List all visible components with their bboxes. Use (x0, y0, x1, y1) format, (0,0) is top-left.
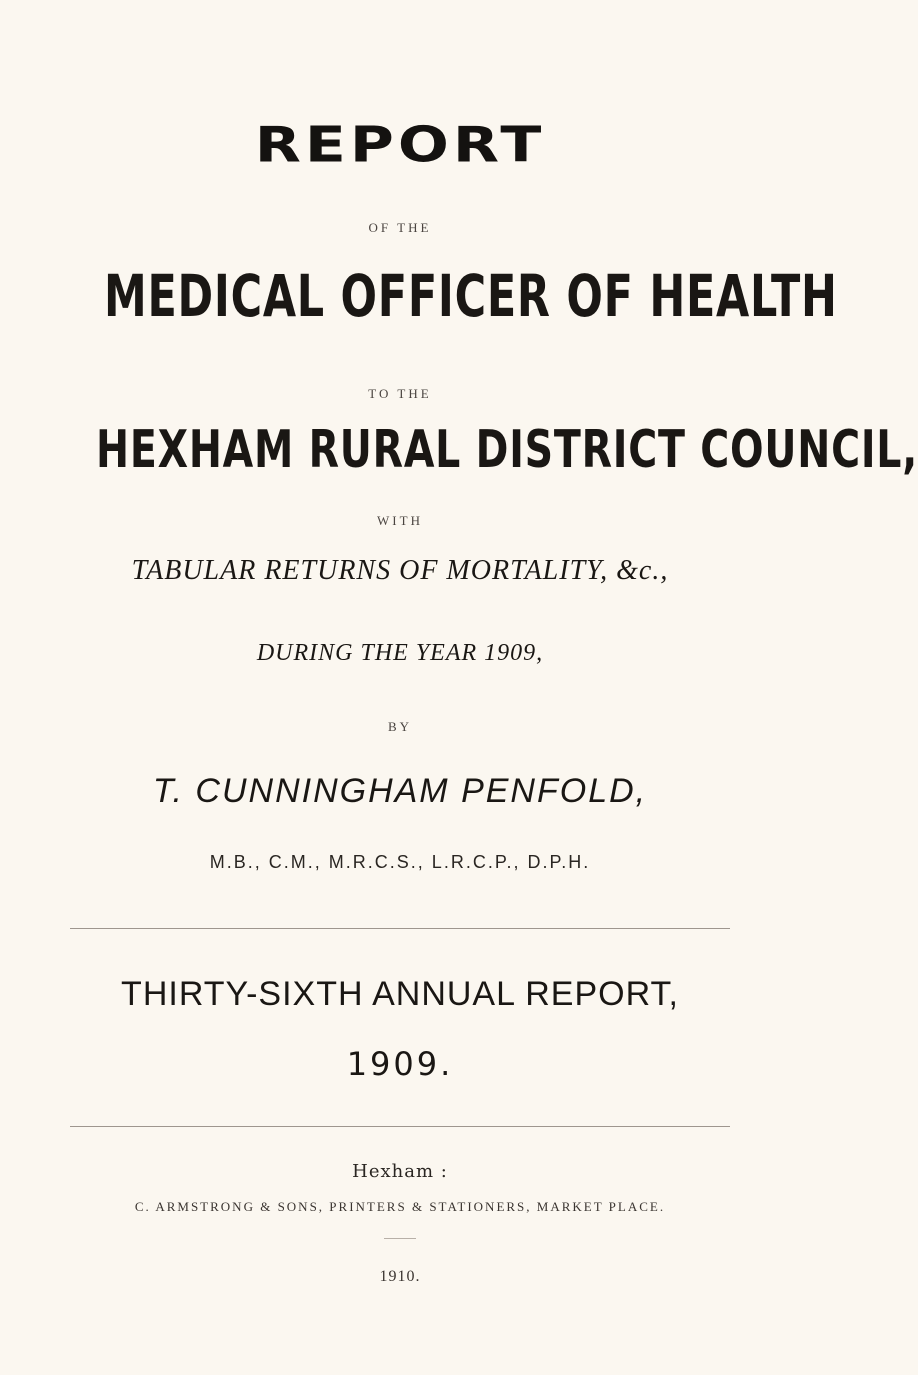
of-the-text: OF THE (368, 220, 432, 235)
by-text: BY (387, 719, 413, 734)
annual-report-title: THIRTY-SIXTH ANNUAL REPORT, (121, 975, 679, 1013)
council-name: HEXHAM RURAL DISTRICT COUNCIL, (96, 420, 918, 480)
to-the-text: TO THE (368, 386, 432, 401)
author-name: T. CUNNINGHAM PENFOLD, (152, 772, 648, 810)
tabular-returns-line: TABULAR RETURNS OF MORTALITY, &c., (131, 555, 669, 586)
with-text: WITH (377, 513, 423, 528)
report-period: DURING THE YEAR 1909, (256, 640, 544, 666)
report-year: 1909. (346, 1045, 454, 1083)
top-divider (70, 928, 730, 929)
short-divider (384, 1238, 416, 1239)
printer-line: C. ARMSTRONG & SONS, PRINTERS & STATIONERS, MARKET PLACE. (134, 1199, 666, 1214)
author-degrees: M.B., C.M., M.R.C.S., L.R.C.P., D.P.H. (209, 852, 591, 872)
report-title: REPORT (254, 116, 546, 174)
bottom-divider (70, 1126, 730, 1127)
office-title: MEDICAL OFFICER OF HEALTH (104, 262, 838, 330)
publication-place: Hexham : (352, 1161, 448, 1182)
publication-year: 1910. (379, 1268, 421, 1285)
